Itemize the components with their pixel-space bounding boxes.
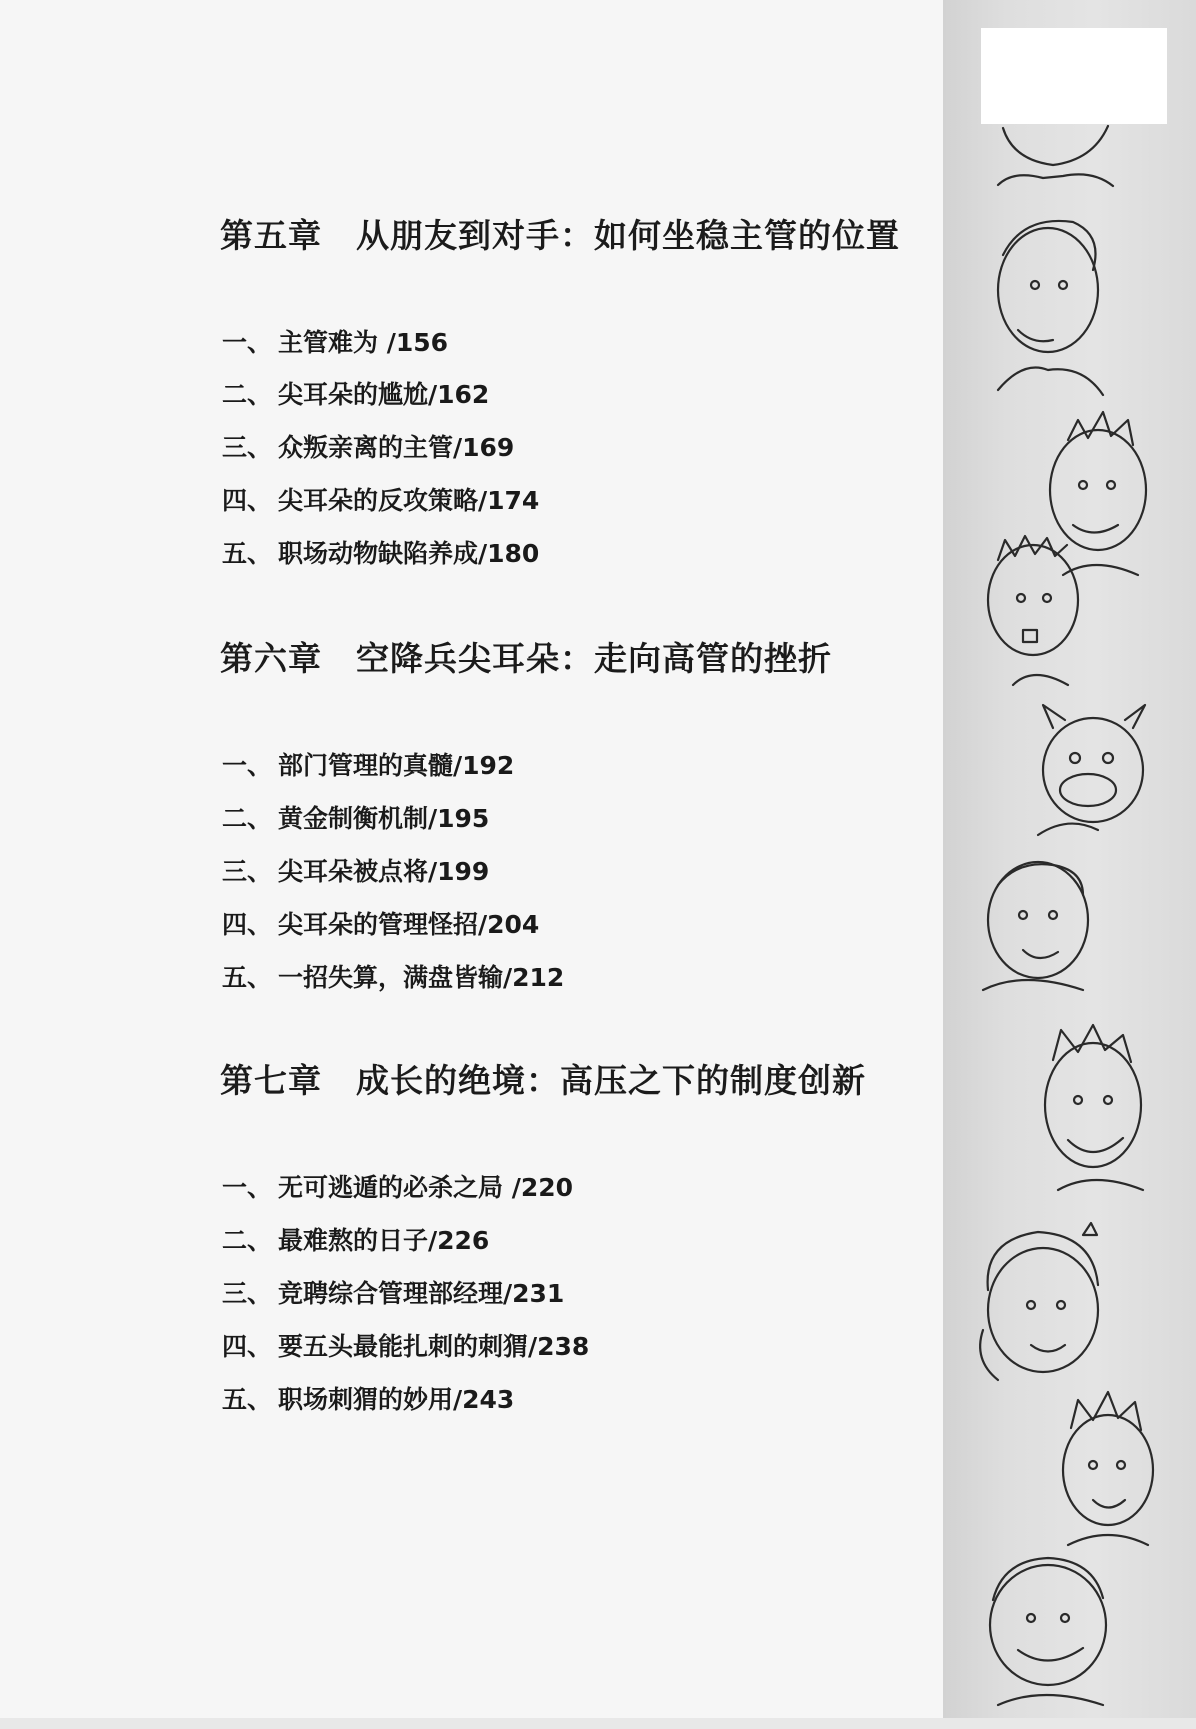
toc-item[interactable]: 四、 尖耳朵的反攻策略/174 <box>222 486 540 515</box>
chapter-name: 空降兵尖耳朵：走向高管的挫折 <box>356 639 832 678</box>
cartoon-faces-illustration <box>943 0 1196 1729</box>
toc-item[interactable]: 三、 尖耳朵被点将/199 <box>222 857 490 886</box>
page-bottom-edge <box>0 1718 1196 1729</box>
toc-item[interactable]: 五、 职场刺猬的妙用/243 <box>222 1385 515 1414</box>
toc-item[interactable]: 一、 无可逃遁的必杀之局 /220 <box>222 1173 574 1202</box>
toc-item[interactable]: 三、 竞聘综合管理部经理/231 <box>222 1279 565 1308</box>
chapter-number: 第七章 <box>220 1061 322 1100</box>
toc-item[interactable]: 五、 一招失算，满盘皆输/212 <box>222 963 565 992</box>
chapter-name: 从朋友到对手：如何坐稳主管的位置 <box>356 216 900 255</box>
toc-item[interactable]: 五、 职场动物缺陷养成/180 <box>222 539 540 568</box>
chapter-7-title <box>220 1055 866 1102</box>
chapter-5-title <box>220 210 900 257</box>
toc-item[interactable]: 二、 最难熬的日子/226 <box>222 1226 490 1255</box>
chapter-6-title <box>220 633 832 680</box>
illustration-strip <box>943 0 1196 1729</box>
toc-item[interactable]: 四、 尖耳朵的管理怪招/204 <box>222 910 540 939</box>
chapter-name: 成长的绝境：高压之下的制度创新 <box>356 1061 866 1100</box>
toc-item[interactable]: 三、 众叛亲离的主管/169 <box>222 433 515 462</box>
toc-item[interactable]: 二、 黄金制衡机制/195 <box>222 804 490 833</box>
toc-item[interactable]: 一、 部门管理的真髓/192 <box>222 751 515 780</box>
chapter-number: 第五章 <box>220 216 322 255</box>
toc-item[interactable]: 一、 主管难为 /156 <box>222 328 449 357</box>
toc-item[interactable]: 四、 要五头最能扎刺的刺猬/238 <box>222 1332 590 1361</box>
toc-item[interactable]: 二、 尖耳朵的尴尬/162 <box>222 380 490 409</box>
chapter-number: 第六章 <box>220 639 322 678</box>
